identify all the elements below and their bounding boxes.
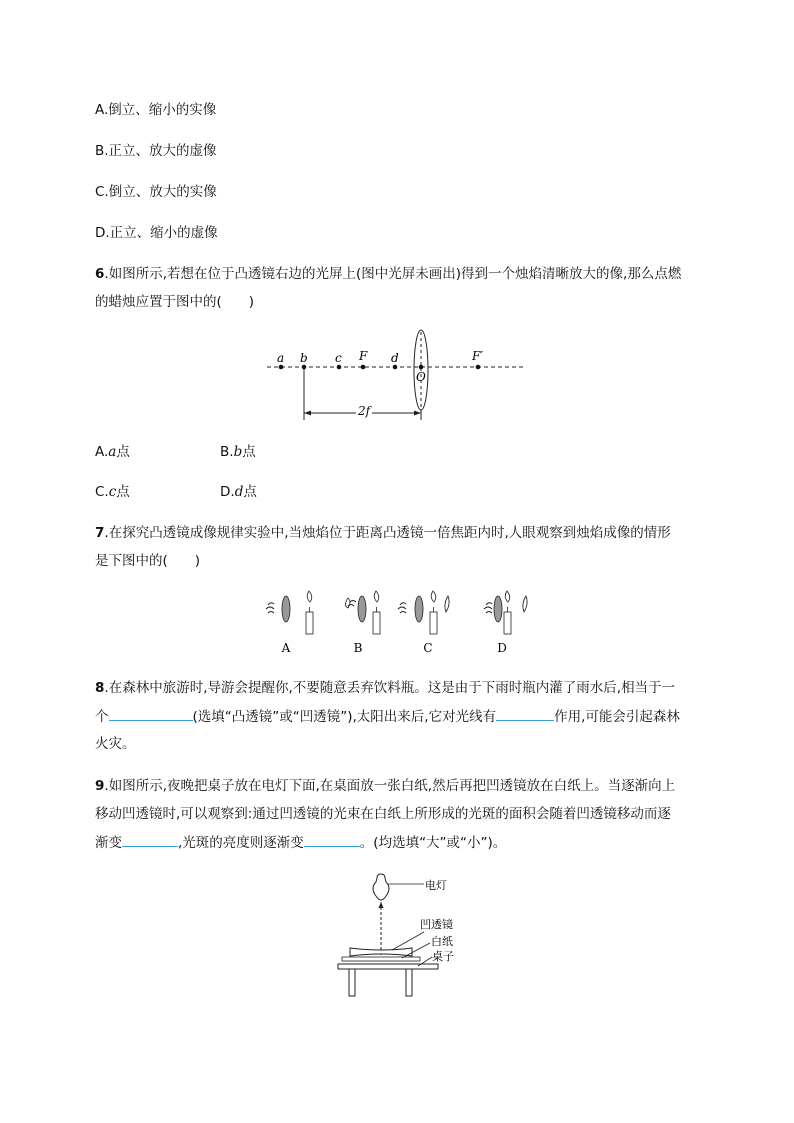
figure-label-d: D [497,641,507,655]
q6-text1: .如图所示,若想在位于凸透镜右边的光屏上(图中光屏未画出)得到一个烛焰清晰放大的像,那么点燃 [104,266,682,282]
q7-figure-lens-images [262,590,537,660]
figure-option-c [398,591,449,655]
point-F2-dot [476,365,481,370]
q9-stem-line3: 渐变 ,光斑的亮度则逐渐变 。(均选填“大”或“小”)。 [95,832,506,853]
q8-answer-blank-1[interactable] [109,706,193,721]
label-d: d [391,351,399,365]
figure-label-b: B [353,641,363,655]
figure-label-a: A [281,641,291,655]
label-table: 桌子 [432,950,454,963]
q5-option-c: C.倒立、放大的实像 [95,184,217,200]
figure-option-d [484,591,527,655]
dim-label-2f: 2f [358,404,371,418]
lamp-bulb-icon [373,874,389,900]
figure-option-b [345,591,380,655]
point-c-dot [337,365,342,370]
q7-number: 7 [95,525,105,541]
q5-option-d: D.正立、缩小的虚像 [95,225,218,241]
q9-number: 9 [95,778,105,794]
label-lamp: 电灯 [425,879,447,892]
q8-number: 8 [95,680,105,696]
q6-figure-optical-axis [265,328,530,423]
table-leg-left [349,969,355,996]
label-c: c [335,351,342,365]
label-lens: 凹透镜 [420,918,453,931]
point-d-dot [393,365,398,370]
table-leg-right [406,969,412,996]
q7-stem-line1: 7.在探究凸透镜成像规律实验中,当烛焰位于距离凸透镜一倍焦距内时,人眼观察到烛焰成像的情形 [95,525,671,541]
q6-option-a: A.a点 [95,444,130,460]
dim-arrow-left [304,411,311,416]
q9-figure-lamp-table [332,872,467,1002]
white-paper-shape [342,957,420,961]
q9-answer-blank-2[interactable] [304,832,360,847]
lens-leader-line [392,932,424,950]
light-axis-arrow [379,902,384,908]
q6-option-b: B.b点 [220,444,256,460]
label-b: b [300,351,308,365]
q8-answer-blank-2[interactable] [496,706,554,721]
label-F: F [359,349,368,363]
q9-stem-line1: 9.如图所示,夜晚把桌子放在电灯下面,在桌面放一张白纸,然后再把凹透镜放在白纸上。当逐渐向上 [95,778,676,794]
q9-stem-line2: 移动凹透镜时,可以观察到:通过凹透镜的光束在白纸上所形成的光斑的面积会随着凹透镜移动而逐 [95,806,671,822]
q5-option-b: B.正立、放大的虚像 [95,143,217,159]
figure-option-a [266,591,313,655]
q6-number: 6 [95,266,105,282]
dim-arrow-right [414,411,421,416]
point-O-dot [419,365,424,370]
point-a-dot [279,365,284,370]
q8-stem-line3: 火灾。 [95,736,136,752]
q8-stem-line2: 个 (选填“凸透镜”或“凹透镜”),太阳出来后,它对光线有 作用,可能会引起森林 [95,706,680,727]
q9-answer-blank-1[interactable] [122,832,178,847]
table-top-shape [338,964,438,969]
point-F-dot [361,365,366,370]
q6-stem-line2: 的蜡烛应置于图中的( ) [95,294,255,310]
label-O: O [416,370,426,384]
label-F-prime: F′ [472,349,484,363]
q5-option-a: A.倒立、缩小的实像 [95,102,217,118]
q6-stem-line1 [95,264,681,284]
q6-option-c: C.c点 [95,484,130,500]
label-a: a [277,351,285,365]
q8-stem-line1: 8.在森林中旅游时,导游会提醒你,不要随意丢弃饮料瓶。这是由于下雨时瓶内灌了雨水后,相当于一 [95,680,676,696]
label-paper: 白纸 [431,935,453,948]
q7-stem-line2: 是下图中的( ) [95,553,201,569]
q6-option-d: D.d点 [220,484,257,500]
figure-label-c: C [423,641,433,655]
